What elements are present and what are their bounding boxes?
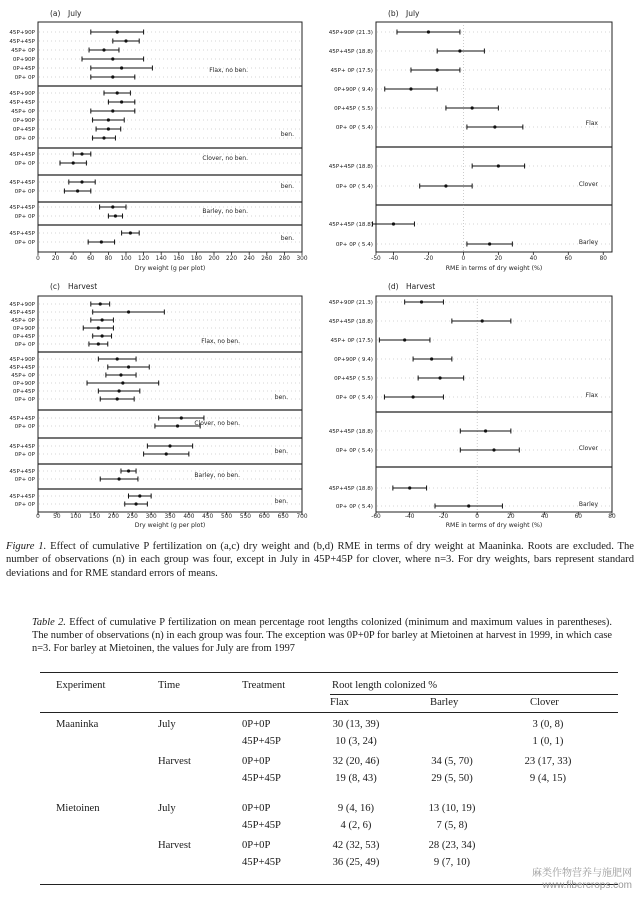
x-tick-label: 200 (107, 514, 119, 520)
row-label: 0P+ 0P (14, 240, 35, 246)
table-cell-experiment: Mietoinen (56, 803, 100, 814)
row-label: 0P+90P ( 9.4) (334, 87, 373, 93)
table-cell-flax: 32 (20, 46) (332, 756, 380, 767)
table-cell-barley: 13 (10, 19) (428, 803, 476, 814)
mean-point (121, 381, 124, 384)
row-label: 45P+45P (18.8) (328, 486, 373, 492)
group-label: Flax (585, 392, 598, 399)
x-tick-label: 100 (70, 514, 82, 520)
mean-point (408, 486, 411, 489)
panel-b (329, 9, 612, 272)
row-label: 0P+ 0P (14, 214, 35, 220)
row-label: 45P+ 0P (17.5) (330, 68, 373, 74)
x-tick-label: 60 (564, 256, 572, 262)
x-tick-label: 40 (540, 514, 549, 520)
mean-point (165, 452, 168, 455)
header-treatment: Treatment (242, 680, 286, 691)
mean-point (116, 91, 119, 94)
mean-point (107, 118, 110, 121)
mean-point (127, 310, 130, 313)
table-cell-flax: 4 (2, 6) (340, 820, 372, 831)
row-label: 45P+45P (9, 39, 35, 45)
mean-point (129, 231, 132, 234)
row-label: 0P+ 0P (14, 477, 35, 483)
mean-point (76, 189, 79, 192)
mean-point (72, 161, 75, 164)
row-label: 0P+ 0P (14, 424, 35, 430)
row-label: 45P+90P (21.3) (328, 30, 373, 36)
row-label: 45P+45P (9, 416, 35, 422)
row-label: 0P+45P (12, 334, 35, 340)
x-tick-label: 160 (173, 256, 185, 262)
table-cell-flax: 10 (3, 24) (335, 736, 377, 747)
panel-label: (b) (388, 9, 399, 18)
group-label: Clover, no ben. (202, 155, 248, 162)
plot-frame (376, 22, 612, 252)
panel-d (329, 282, 616, 529)
row-label: 0P+ 0P ( 5.4) (335, 448, 373, 454)
x-tick-label: 80 (608, 514, 616, 520)
row-label: 0P+ 0P (14, 502, 35, 508)
mean-point (444, 184, 447, 187)
figure-caption-text: Effect of cumulative P fertilization on (a,c) dry weight and (b,d) RME in terms of dry weight at Maaninka. Roots are excluded. The number of observations (n) in each group was four, except in July in 45P+45P for clover, where n=3. For dry weights, bars represent standard deviations and for RME standard errors of means. (6, 541, 634, 579)
row-label: 45P+90P (9, 30, 35, 36)
mean-point (420, 300, 423, 303)
row-label: 45P+45P (18.8) (328, 164, 373, 170)
group-label: Barley, no ben. (194, 472, 240, 479)
group-label: ben. (274, 448, 288, 455)
x-tick-label: 250 (126, 514, 138, 520)
mean-point (127, 469, 130, 472)
x-tick-label: 0 (475, 514, 479, 520)
row-label: 0P+ 0P ( 5.4) (335, 395, 373, 401)
x-tick-label: 400 (183, 514, 195, 520)
mean-point (392, 222, 395, 225)
row-label: 0P+45P ( 5.5) (334, 106, 373, 112)
mean-point (102, 48, 105, 51)
group-label: Clover (578, 181, 598, 188)
x-tick-label: 180 (190, 256, 202, 262)
mean-point (134, 502, 137, 505)
table-cell-time: Harvest (158, 840, 191, 851)
mean-point (471, 106, 474, 109)
table-cell-barley: 34 (5, 70) (431, 756, 473, 767)
table-cell-flax: 9 (4, 16) (337, 803, 375, 814)
mean-point (116, 397, 119, 400)
watermark-line-2: www.fibercrops.com (542, 880, 632, 891)
mean-point (492, 448, 495, 451)
mean-point (411, 395, 414, 398)
table-cell-treatment: 45P+45P (242, 857, 281, 868)
row-label: 0P+90P (12, 326, 35, 332)
group-label: Flax, no ben. (201, 338, 240, 345)
table-cell-barley: 9 (7, 10) (433, 857, 471, 868)
table-header-rule (40, 712, 618, 713)
mean-point (111, 75, 114, 78)
row-label: 45P+45P (9, 152, 35, 158)
figure-caption-lead: Figure 1. (6, 541, 47, 552)
group-label: ben. (274, 394, 288, 401)
mean-point (138, 494, 141, 497)
row-label: 45P+90P (9, 91, 35, 97)
mean-point (120, 100, 123, 103)
plot-frame (376, 296, 612, 512)
watermark (532, 868, 632, 892)
mean-point (97, 326, 100, 329)
x-tick-label: 0 (36, 514, 40, 520)
x-tick-label: -60 (371, 514, 381, 520)
row-label: 0P+45P (12, 127, 35, 133)
panel-title: July (68, 9, 82, 18)
mean-point (488, 242, 491, 245)
x-tick-label: 350 (164, 514, 176, 520)
table-cell-experiment: Maaninka (56, 719, 99, 730)
x-tick-label: 220 (226, 256, 238, 262)
mean-point (436, 68, 439, 71)
x-tick-label: -50 (371, 256, 381, 262)
mean-point (180, 416, 183, 419)
mean-point (116, 357, 119, 360)
x-tick-label: 550 (239, 514, 251, 520)
mean-point (497, 164, 500, 167)
table-cell-flax: 30 (13, 39) (332, 719, 380, 730)
mean-point (111, 109, 114, 112)
table-cell-treatment: 45P+45P (242, 736, 281, 747)
x-tick-label: 60 (87, 256, 95, 262)
table-cell-flax: 42 (32, 53) (332, 840, 380, 851)
mean-point (107, 127, 110, 130)
panel-title: Harvest (406, 282, 436, 291)
group-label: ben. (274, 498, 288, 505)
x-tick-label: 700 (296, 514, 308, 520)
panel-title: July (406, 9, 420, 18)
mean-point (403, 338, 406, 341)
row-label: 0P+ 0P (14, 397, 35, 403)
watermark-line-1: 麻类作物营养与施肥网 (532, 868, 632, 879)
group-label: ben. (280, 235, 294, 242)
mean-point (427, 30, 430, 33)
mean-point (80, 180, 83, 183)
x-tick-label: 20 (507, 514, 515, 520)
group-label: Flax (585, 120, 598, 127)
x-tick-label: 600 (258, 514, 270, 520)
row-label: 0P+ 0P ( 5.4) (335, 242, 373, 248)
x-tick-label: 300 (145, 514, 157, 520)
row-label: 0P+ 0P (14, 161, 35, 167)
row-label: 45P+45P (18.8) (328, 222, 373, 228)
x-tick-label: 60 (574, 514, 582, 520)
mean-point (114, 214, 117, 217)
table-caption-text: Effect of cumulative P fertilization on mean percentage root lengths colonized (minimum and maximum values in parentheses). The number of observations (n) in each group was four. The exception was 0P+0P for barley at Mietoinen at harvest in 1999, in which case n=3. For barley at Mietoinen, the values for July are from 1997 (32, 617, 612, 655)
x-tick-label: -40 (388, 256, 399, 262)
mean-point (120, 66, 123, 69)
row-label: 0P+45P (12, 66, 35, 72)
mean-point (484, 429, 487, 432)
x-tick-label: 80 (104, 256, 113, 262)
x-tick-label: 240 (243, 256, 255, 262)
x-tick-label: 40 (529, 256, 538, 262)
group-label: Clover, no ben. (194, 420, 240, 427)
row-label: 0P+90P (12, 381, 35, 387)
table-cell-clover: 1 (0, 1) (532, 736, 564, 747)
group-label: Barley (578, 239, 598, 246)
row-label: 0P+ 0P (14, 136, 35, 142)
row-label: 0P+ 0P (14, 452, 35, 458)
row-label: 45P+45P (9, 469, 35, 475)
table-cell-time: July (158, 719, 176, 730)
panel-title: Harvest (68, 282, 98, 291)
mean-point (117, 477, 120, 480)
x-axis-label: RME in terms of dry weight (%) (445, 522, 543, 529)
mean-point (458, 49, 461, 52)
x-tick-label: 50 (53, 514, 61, 520)
panel-label: (a) (50, 9, 61, 18)
mean-point (111, 57, 114, 60)
panel-label: (c) (50, 282, 60, 291)
group-label: ben. (280, 131, 294, 138)
group-label: Clover (578, 445, 598, 452)
row-label: 45P+ 0P (11, 318, 35, 324)
row-label: 0P+ 0P ( 5.4) (335, 184, 373, 190)
table-cell-flax: 19 (8, 43) (335, 773, 377, 784)
group-label: Barley, no ben. (202, 208, 248, 215)
mean-point (430, 357, 433, 360)
mean-point (100, 240, 103, 243)
x-tick-label: -20 (438, 514, 449, 520)
table-cell-clover: 3 (0, 8) (532, 719, 564, 730)
x-tick-label: 140 (155, 256, 167, 262)
x-axis-label: Dry weight (g per plot) (134, 265, 206, 272)
row-label: 45P+90P (9, 357, 35, 363)
panel-c (9, 282, 308, 529)
panel-label: (d) (388, 282, 399, 291)
table-cell-barley: 28 (23, 34) (428, 840, 476, 851)
mean-point (111, 205, 114, 208)
x-tick-label: 20 (494, 256, 503, 262)
table-cell-time: July (158, 803, 176, 814)
row-label: 45P+45P (9, 205, 35, 211)
x-tick-label: 450 (202, 514, 214, 520)
row-label: 45P+45P (18.8) (328, 429, 373, 435)
x-tick-label: 80 (599, 256, 607, 262)
plot-frame (38, 22, 302, 252)
row-label: 0P+90P (12, 118, 35, 124)
table-cell-flax: 36 (25, 49) (332, 857, 380, 868)
table-cell-barley: 29 (5, 50) (431, 773, 473, 784)
mean-point (101, 334, 104, 337)
header-time: Time (158, 680, 180, 691)
table-cell-time: Harvest (158, 756, 191, 767)
panel-a (9, 9, 308, 272)
mean-point (409, 87, 412, 90)
mean-point (97, 342, 100, 345)
table-cell-clover: 23 (17, 33) (524, 756, 572, 767)
header-clover: Clover (530, 697, 559, 708)
x-tick-label: 120 (138, 256, 150, 262)
row-label: 45P+45P (9, 494, 35, 500)
table-cell-treatment: 0P+0P (242, 719, 271, 730)
header-barley: Barley (430, 697, 459, 708)
table-cell-treatment: 45P+45P (242, 820, 281, 831)
row-label: 45P+45P (9, 180, 35, 186)
mean-point (467, 504, 470, 507)
table-caption (32, 616, 612, 656)
row-label: 45P+45P (9, 444, 35, 450)
x-tick-label: 280 (278, 256, 290, 262)
table-cell-treatment: 0P+0P (242, 840, 271, 851)
mean-point (176, 424, 179, 427)
table-cell-treatment: 45P+45P (242, 773, 281, 784)
row-label: 45P+ 0P (11, 373, 35, 379)
row-label: 0P+90P (12, 57, 35, 63)
table-cell-treatment: 0P+0P (242, 756, 271, 767)
row-label: 45P+45P (9, 231, 35, 237)
header-experiment: Experiment (56, 680, 106, 691)
table-cell-treatment: 0P+0P (242, 803, 271, 814)
table-cell-clover: 9 (4, 15) (529, 773, 567, 784)
x-axis-label: Dry weight (g per plot) (134, 522, 206, 529)
mean-point (117, 389, 120, 392)
row-label: 0P+ 0P (14, 189, 35, 195)
row-label: 0P+ 0P ( 5.4) (335, 125, 373, 131)
row-label: 0P+ 0P ( 5.4) (335, 504, 373, 510)
table-group-rule (330, 694, 618, 695)
x-tick-label: 650 (277, 514, 289, 520)
row-label: 45P+45P (9, 100, 35, 106)
figure-caption (6, 540, 634, 580)
x-tick-label: 0 (461, 256, 466, 262)
plot-frame (38, 296, 302, 512)
row-label: 45P+45P (18.8) (328, 49, 373, 55)
row-label: 45P+90P (21.3) (328, 300, 373, 306)
row-label: 0P+ 0P (14, 75, 35, 81)
group-label: Barley (578, 501, 598, 508)
x-tick-label: 200 (208, 256, 220, 262)
row-label: 45P+45P (9, 365, 35, 371)
header-colonized: Root length colonized % (332, 680, 438, 691)
mean-point (116, 30, 119, 33)
x-tick-label: 40 (69, 256, 77, 262)
mean-point (438, 376, 441, 379)
table-top-rule (40, 672, 618, 673)
group-label: ben. (280, 183, 294, 190)
row-label: 45P+ 0P (17.5) (330, 338, 373, 344)
row-label: 45P+45P (9, 310, 35, 316)
row-label: 45P+90P (9, 302, 35, 308)
x-tick-label: 150 (89, 514, 101, 520)
mean-point (481, 319, 484, 322)
row-label: 45P+45P (18.8) (328, 319, 373, 325)
mean-point (124, 39, 127, 42)
x-tick-label: 0 (36, 256, 40, 262)
mean-point (102, 136, 105, 139)
mean-point (101, 318, 104, 321)
row-label: 0P+90P ( 9.4) (334, 357, 373, 363)
row-label: 45P+ 0P (11, 48, 35, 54)
row-label: 0P+45P (12, 389, 35, 395)
x-tick-label: 260 (261, 256, 273, 262)
row-label: 45P+ 0P (11, 109, 35, 115)
row-label: 0P+45P ( 5.5) (334, 376, 373, 382)
x-tick-label: -40 (404, 514, 415, 520)
x-tick-label: 500 (221, 514, 233, 520)
mean-point (119, 373, 122, 376)
mean-point (168, 444, 171, 447)
group-label: Flax, no ben. (209, 67, 248, 74)
mean-point (99, 302, 102, 305)
row-label: 0P+ 0P (14, 342, 35, 348)
x-tick-label: 20 (51, 256, 60, 262)
x-axis-label: RME in terms of dry weight (%) (445, 265, 543, 272)
x-tick-label: 300 (296, 256, 308, 262)
mean-point (80, 152, 83, 155)
table-cell-barley: 7 (5, 8) (436, 820, 468, 831)
mean-point (493, 125, 496, 128)
table-caption-lead: Table 2. (32, 617, 66, 628)
x-tick-label: -20 (423, 256, 434, 262)
mean-point (127, 365, 130, 368)
header-flax: Flax (330, 697, 349, 708)
x-tick-label: 100 (120, 256, 132, 262)
